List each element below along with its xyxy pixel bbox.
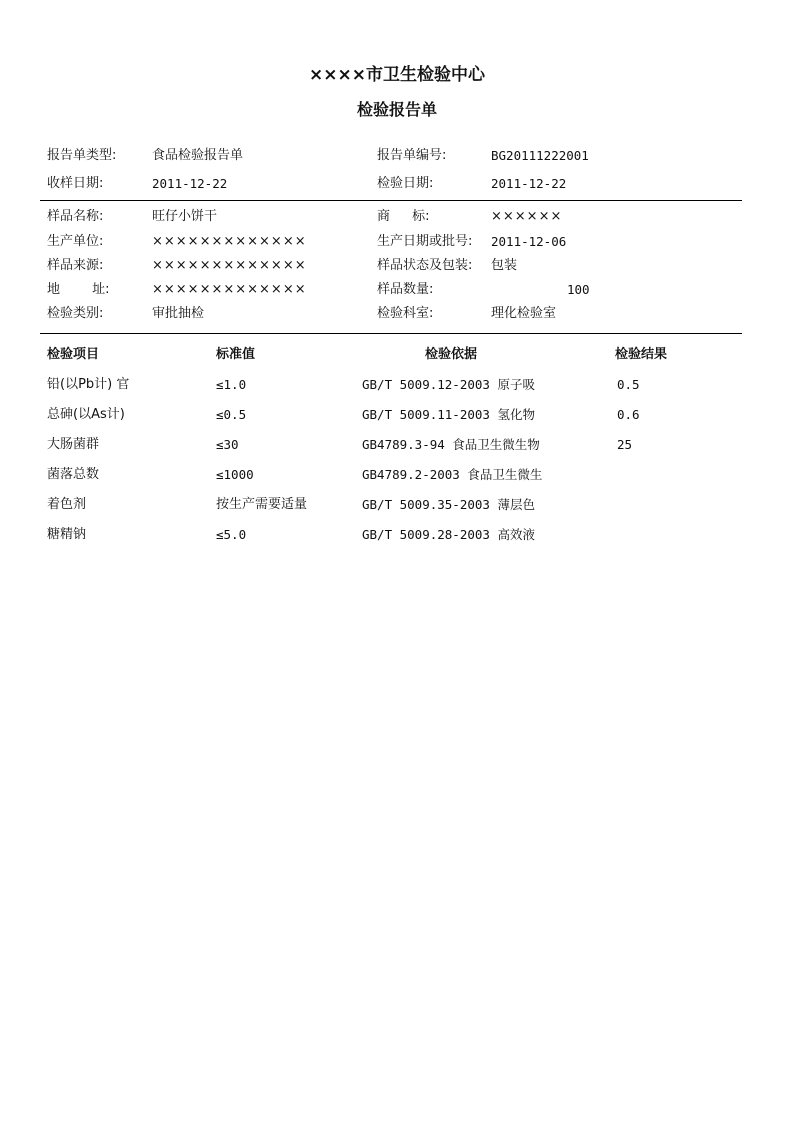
row-basis: GB/T 5009.11-2003 氢化物	[362, 407, 535, 422]
dept-label: 检验科室:	[377, 306, 434, 321]
sample-name-value: 旺仔小饼干	[152, 209, 218, 224]
row-standard: ≤1000	[216, 467, 254, 482]
report-no-label: 报告单编号:	[377, 148, 447, 163]
report-no-value: BG20111222001	[491, 148, 589, 163]
row-item: 铅(以Pb计) 官	[47, 377, 130, 392]
category-value: 审批抽检	[152, 306, 205, 321]
row-standard: ≤5.0	[216, 527, 247, 542]
row-basis: GB4789.3-94 食品卫生微生物	[362, 437, 540, 452]
row-result: 0.5	[617, 377, 640, 392]
address-label: 地 址:	[47, 282, 110, 297]
category-label: 检验类别:	[47, 306, 104, 321]
row-item: 糖精钠	[47, 527, 87, 542]
col-header-result: 检验结果	[615, 347, 668, 362]
producer-label: 生产单位:	[47, 234, 104, 249]
batch-value: 2011-12-06	[491, 234, 567, 249]
col-header-basis: 检验依据	[425, 347, 478, 362]
row-item: 着色剂	[47, 497, 87, 512]
brand-label: 商 标:	[377, 209, 430, 224]
row-item: 菌落总数	[47, 467, 100, 482]
row-standard: ≤30	[216, 437, 239, 452]
brand-value: ××××××	[491, 209, 563, 224]
row-item: 总砷(以As计)	[47, 407, 125, 422]
report-title: 检验报告单	[356, 100, 437, 119]
package-label: 样品状态及包装:	[377, 258, 473, 273]
row-basis: GB/T 5009.35-2003 薄层色	[362, 497, 535, 512]
receive-date-value: 2011-12-22	[152, 176, 228, 191]
inspect-date-label: 检验日期:	[377, 176, 434, 191]
dept-value: 理化检验室	[491, 306, 557, 321]
source-label: 样品来源:	[47, 258, 104, 273]
quantity-label: 样品数量:	[377, 282, 434, 297]
col-header-item: 检验项目	[47, 347, 100, 362]
row-basis: GB/T 5009.28-2003 高效液	[362, 527, 535, 542]
producer-value: ×××××××××××××	[152, 234, 307, 249]
sample-name-label: 样品名称:	[47, 209, 104, 224]
report-type-label: 报告单类型:	[47, 148, 117, 163]
report-type-value: 食品检验报告单	[152, 148, 244, 163]
source-value: ×××××××××××××	[152, 258, 307, 273]
row-standard: 按生产需要适量	[216, 497, 308, 512]
quantity-value: 100	[567, 282, 590, 297]
divider-bottom	[40, 333, 742, 334]
receive-date-label: 收样日期:	[47, 176, 104, 191]
inspect-date-value: 2011-12-22	[491, 176, 567, 191]
row-standard: ≤1.0	[216, 377, 247, 392]
row-basis: GB4789.2-2003 食品卫生微生	[362, 467, 543, 482]
row-result: 0.6	[617, 407, 640, 422]
divider-top	[40, 200, 742, 201]
package-value: 包装	[491, 258, 518, 273]
row-basis: GB/T 5009.12-2003 原子吸	[362, 377, 535, 392]
center-name: ××××市卫生检验中心	[309, 65, 485, 85]
row-item: 大肠菌群	[47, 437, 100, 452]
row-standard: ≤0.5	[216, 407, 247, 422]
batch-label: 生产日期或批号:	[377, 234, 473, 249]
address-value: ×××××××××××××	[152, 282, 307, 297]
row-result: 25	[617, 437, 633, 452]
col-header-standard: 标准值	[216, 347, 256, 362]
